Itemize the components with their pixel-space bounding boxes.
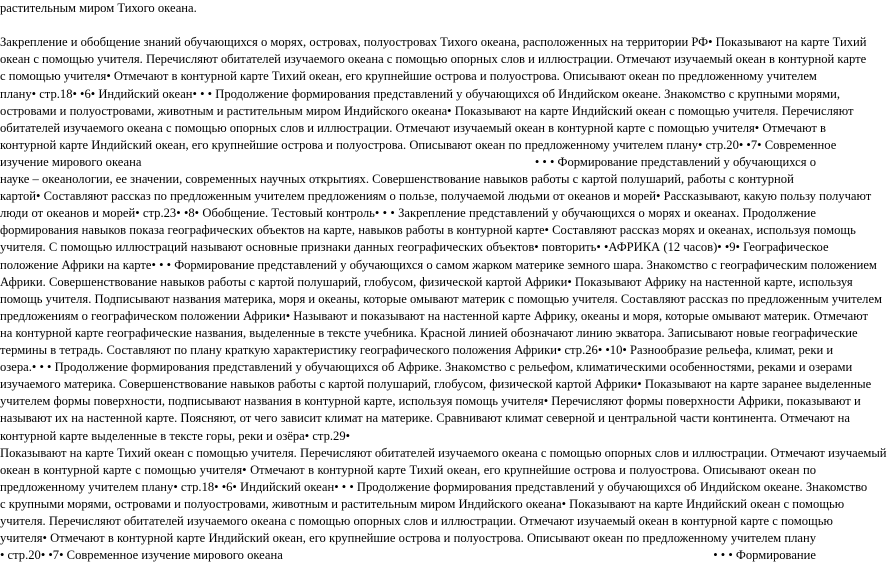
line-text: учителем формы поверхности, подписывают названия в контурной карте, используя помощь учителя• Перечисляют формы поверхности Африки, показывают и [0, 394, 861, 409]
text-line [0, 68, 816, 85]
line-text: предложенному учителем плану• стр.18• •6• Индийский океан• • • Продолжение формирования представлений у обучающихся об Индийском океане. Знакомство [0, 479, 868, 494]
line-text: островами и полуостровами, животным и растительным миром Индийского океана• Показывают на карте Индийский океан с помощью учителя. Перечисляют [0, 103, 854, 118]
line-text: контурной карте Индийский океан, его крупнейшие острова и полуострова. Описывают океан по предложенному учителем плану• стр.20• •7• Современное [0, 137, 837, 152]
line-text: изучение мирового океана [0, 154, 142, 169]
line-text: контурной карте выделенные в тексте горы, реки и озёра• стр.29• [0, 428, 351, 443]
line-text: плану• стр.18• •6• Индийский океан• • • Продолжение формирования представлений у обучающихся об Индийском океане. Знакомство с крупными морями, [0, 86, 841, 101]
text-line [0, 428, 816, 445]
line-text: Показывают на карте Тихий океан с помощью учителя. Перечисляют обитателей изучаемого океана с помощью опорных слов и иллюстрации. Отмечают изучаемый [0, 445, 887, 460]
line-text: учителя• Отмечают в контурной карте Индийский океан, его крупнейшие острова и полуострова. Описывают океан по предложенному учителем плану [0, 531, 816, 546]
text-line [0, 205, 816, 222]
text-line [0, 513, 833, 530]
text-line [0, 86, 841, 103]
line-text: • стр.20• •7• Современное изучение мирового океана [0, 548, 283, 563]
line-text: озера.• • • Продолжение формирования представлений у обучающихся об Африке. Знакомство с рельефом, климатическими особенностями, реками и озерами [0, 360, 853, 375]
text-line [0, 325, 858, 342]
text-line [0, 530, 816, 547]
text-line [0, 462, 816, 479]
line-text: на контурной карте географические названия, выделенные в тексте учебника. Красной линией обозначают линию экватора. Записывают новые географические [0, 325, 858, 340]
line-text: с помощью учителя• Отмечают в контурной карте Тихий океан, его крупнейшие острова и полуострова. Описывают океан по предложенному учителем [0, 69, 817, 84]
line-text: науке – океанологии, ее значении, современных научных открытиях. Совершенствование навыков работы с картой полушарий, работы с контурной [0, 172, 794, 186]
text-line [0, 496, 845, 513]
text-line [0, 239, 829, 256]
line-text: Африки. Совершенствование навыков работы с картой полушарий, глобусом, физической картой Африки• Показывают Африку на настенной карте, используя [0, 274, 853, 289]
line-text: предложениям о географическом положении Африки• Называют и показывают на настенной карте Африку, океаны и моря, которые омывают материк. Отмечают [0, 308, 868, 323]
text-line [0, 274, 853, 291]
text-line [0, 188, 872, 205]
line-text: термины в тетрадь. Составляют по плану краткую характеристику географического положения Африки• стр.26• •10• Разнообразие рельефа, климат, реки и [0, 343, 834, 357]
line-text: океан в контурной карте с помощью учителя• Отмечают в контурной карте Тихий океан, его крупнейшие острова и полуострова. Описывают океан по [0, 462, 816, 477]
line-text: с крупными морями, островами и полуостровами, животным и растительным миром Индийского океана• Показывают на карте Индийский океан с помощью [0, 496, 845, 511]
line-text: учителя. Перечисляют обитателей изучаемого океана с помощью опорных слов и иллюстрации. Отмечают изучаемый океан в контурной карте с помощью [0, 514, 833, 528]
line-text: растительным миром Тихого океана. [0, 1, 197, 15]
line-text: люди от океанов и морей• стр.23• •8• Обобщение. Тестовый контроль• • • Закрепление представлений у обучающихся о морях и океанах. Продолжение [0, 206, 816, 221]
text-line [0, 257, 877, 274]
text-line [0, 137, 837, 154]
line-text: учителя. С помощью иллюстраций называют основные признаки данных географических объектов• повторить• •АФРИКА (12 часов)• •9• Географическое [0, 240, 829, 255]
text-line [0, 410, 850, 427]
text-line [0, 376, 872, 393]
text-line [0, 103, 854, 120]
text-line [0, 547, 816, 564]
line-tail-text: • • • Формирование представлений у обучающихся о [534, 154, 816, 169]
text-line [0, 359, 853, 376]
text-line [0, 17, 816, 34]
line-text: картой• Составляют рассказ по предложенным учителем предложениям о пользе, получаемой людьми от океанов и морей• Рассказывают, какую пользу получают [0, 189, 872, 204]
line-text: изучаемого материка. Совершенствование навыков работы с картой полушарий, глобусом, физической картой Африки• Показывают на карте заранее выделенные [0, 377, 872, 392]
text-line [0, 34, 867, 51]
text-line [0, 222, 856, 239]
text-line [0, 0, 816, 17]
line-text: обитателей изучаемого океана с помощью опорных слов и иллюстрации. Отмечают изучаемый океан в контурной карте с помощью учителя• Отмечают в [0, 120, 826, 135]
text-line [0, 154, 816, 171]
line-text: положение Африки на карте• • • Формирование представлений у обучающихся о самом жарком материке земного шара. Знакомство с географическим положением [0, 257, 877, 272]
text-line [0, 51, 867, 68]
line-text: помощь учителя. Подписывают названия материка, моря и океаны, которые омывают материк с помощью учителя. Составляют рассказ по предложенным учителем [0, 291, 883, 306]
text-line [0, 171, 816, 188]
line-text: Закрепление и обобщение знаний обучающихся о морях, островах, полуостровах Тихого океана, расположенных на территории РФ• Показывают на карте Тихий [0, 35, 867, 50]
text-line [0, 479, 868, 496]
text-line [0, 393, 861, 410]
line-text: называют их на настенной карте. Поясняют, от чего зависит климат на материке. Сравнивают климат северной и центральной части континента. Отмечают на [0, 411, 850, 426]
text-line [0, 342, 834, 359]
text-line [0, 445, 887, 462]
text-line [0, 120, 826, 137]
text-line [0, 308, 868, 325]
line-tail-text: • • • Формирование [713, 548, 816, 563]
text-line [0, 291, 883, 308]
line-text: формирования навыков показа географических объектов на карте, навыков работы в контурной карте• Составляют рассказ морях и океанах, используя помощь [0, 223, 856, 238]
line-text: океан с помощью учителя. Перечисляют обитателей изучаемого океана с помощью опорных слов и иллюстрации. Отмечают изучаемый океан в контурной карте [0, 52, 867, 67]
